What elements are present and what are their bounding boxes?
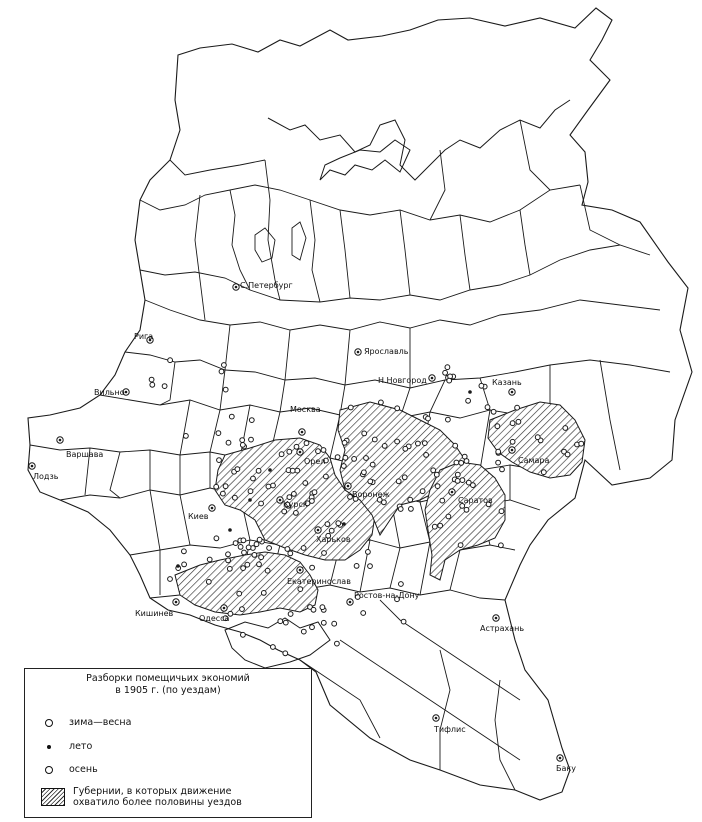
district-circle (479, 383, 484, 388)
district-circle (458, 543, 463, 548)
city-marker (221, 605, 227, 611)
district-circle (446, 514, 451, 519)
district-circle (249, 437, 254, 442)
district-circle (267, 546, 272, 551)
city-label: Варшава (66, 450, 104, 459)
district-circle (329, 528, 334, 533)
city-label: Одесса (199, 614, 230, 623)
district-circle (320, 605, 325, 610)
district-circle (207, 557, 212, 562)
legend-item-label: лето (69, 741, 93, 752)
district-circle (248, 489, 253, 494)
district-circle (510, 421, 515, 426)
district-circle (343, 455, 348, 460)
district-circle (398, 507, 403, 512)
district-circle (288, 612, 293, 617)
district-circle (241, 632, 246, 637)
district-circle (563, 426, 568, 431)
district-circle (416, 441, 421, 446)
district-circle (304, 441, 309, 446)
district-dot (176, 564, 180, 568)
district-circle (368, 479, 373, 484)
district-circle (362, 431, 367, 436)
district-circle (217, 458, 222, 463)
city-label: Кишинев (135, 609, 174, 618)
district-circle (257, 537, 262, 542)
district-circle (422, 441, 427, 446)
district-circle (443, 370, 448, 375)
city-label: Баку (556, 764, 576, 773)
district-circle (372, 437, 377, 442)
legend-hatch-label (73, 786, 242, 808)
city-marker (493, 615, 499, 621)
district-circle (287, 495, 292, 500)
city-label: Харьков (316, 535, 351, 544)
district-circle (438, 523, 443, 528)
legend-item-hatch (41, 786, 242, 808)
district-circle (332, 621, 337, 626)
district-dot (468, 390, 472, 394)
district-circle (440, 498, 445, 503)
district-circle (287, 449, 292, 454)
district-circle (226, 552, 231, 557)
open-circle-icon (41, 718, 61, 728)
hatched-provinces (175, 402, 585, 615)
district-circle (366, 550, 371, 555)
district-circle (242, 550, 247, 555)
city-label: С.Петербург (240, 281, 293, 290)
district-circle (311, 607, 316, 612)
district-circle (241, 538, 246, 543)
district-circle (434, 472, 439, 477)
district-circle (240, 607, 245, 612)
district-circle (310, 565, 315, 570)
district-circle (500, 467, 505, 472)
district-circle (259, 501, 264, 506)
district-circle (364, 456, 369, 461)
district-circle (426, 416, 431, 421)
district-circle (379, 400, 384, 405)
district-circle (271, 483, 276, 488)
legend-item-label: осень (69, 764, 98, 775)
lake-onega (292, 222, 306, 260)
district-circle (245, 562, 250, 567)
city-marker (299, 429, 305, 435)
district-circle (424, 453, 429, 458)
district-circle (447, 378, 452, 383)
district-circle (235, 467, 240, 472)
district-circle (453, 443, 458, 448)
district-circle (214, 484, 219, 489)
city-label: Саратов (458, 496, 493, 505)
district-circle (454, 460, 459, 465)
city-label: Н.Новгород (378, 376, 427, 385)
district-circle (348, 405, 353, 410)
district-circle (216, 431, 221, 436)
district-circle (464, 507, 469, 512)
lake-ladoga (255, 228, 275, 262)
district-circle (466, 398, 471, 403)
city-marker (429, 375, 435, 381)
district-circle (246, 545, 251, 550)
district-circle (496, 460, 501, 465)
city-label: Киев (188, 512, 209, 521)
city-marker (509, 447, 515, 453)
district-circle (206, 579, 211, 584)
district-circle (396, 479, 401, 484)
hatch-swatch-icon (41, 788, 65, 806)
district-circle (292, 492, 297, 497)
legend-title-line2: в 1905 г. (по уездам) (115, 685, 221, 696)
district-circle (301, 546, 306, 551)
district-circle (471, 483, 476, 488)
district-circle (322, 551, 327, 556)
city-label: Тифлис (434, 725, 466, 734)
city-marker (509, 389, 515, 395)
district-circle (254, 542, 259, 547)
legend-title (25, 673, 311, 697)
district-circle (491, 409, 496, 414)
north-coast (268, 100, 570, 180)
city-marker (449, 489, 455, 495)
district-circle (321, 620, 326, 625)
district-circle (445, 365, 450, 370)
legend-hatch-line1: Губернии, в которых движение (73, 786, 232, 797)
district-circle (256, 468, 261, 473)
district-circle (223, 484, 228, 489)
district-circle (233, 541, 238, 546)
district-circle (342, 440, 347, 445)
district-circle (316, 449, 321, 454)
district-circle (495, 424, 500, 429)
district-circle (341, 464, 346, 469)
city-label: Лодзь (33, 472, 59, 481)
city-label: Ярославль (364, 347, 409, 356)
district-circle (251, 476, 256, 481)
city-marker (173, 599, 179, 605)
district-circle (223, 387, 228, 392)
city-marker (345, 483, 351, 489)
district-circle (460, 478, 465, 483)
district-circle (310, 499, 315, 504)
district-circle (240, 438, 245, 443)
district-circle (184, 434, 189, 439)
city-marker (557, 755, 563, 761)
district-circle (227, 566, 232, 571)
district-circle (325, 522, 330, 527)
district-circle (535, 435, 540, 440)
district-circle (354, 564, 359, 569)
district-circle (399, 582, 404, 587)
district-circle (219, 369, 224, 374)
city-marker (315, 527, 321, 533)
district-circle (261, 591, 266, 596)
district-circle (499, 509, 504, 514)
district-circle (249, 418, 254, 423)
district-circle (303, 481, 308, 486)
district-circle (395, 439, 400, 444)
district-circle (335, 641, 340, 646)
district-circle (312, 490, 317, 495)
city-marker (355, 349, 361, 355)
district-circle (279, 452, 284, 457)
district-circle (516, 419, 521, 424)
district-circle (294, 444, 299, 449)
district-circle (150, 382, 155, 387)
district-circle (257, 562, 262, 567)
district-circle (409, 507, 414, 512)
legend-item-autumn (41, 764, 98, 775)
district-circle (237, 591, 242, 596)
district-circle (362, 470, 367, 475)
district-circle (271, 645, 276, 650)
legend-item-label: зима—весна (69, 717, 132, 728)
district-circle (395, 406, 400, 411)
white-sea (320, 140, 410, 180)
city-label: Ростов-на-Дону (354, 591, 420, 600)
legend-title-line1: Разборки помещичьих экономий (86, 673, 250, 684)
district-circle (565, 452, 570, 457)
district-circle (226, 558, 231, 563)
district-circle (459, 461, 464, 466)
district-circle (496, 449, 501, 454)
district-circle (295, 468, 300, 473)
legend-hatch-line2: охватило более половины уездов (73, 797, 242, 808)
district-circle (335, 455, 340, 460)
district-circle (222, 363, 227, 368)
district-dot (342, 522, 346, 526)
city-marker (297, 449, 303, 455)
district-circle (252, 553, 257, 558)
district-circle (168, 358, 173, 363)
legend-item-winter-spring (41, 717, 131, 728)
district-circle (403, 446, 408, 451)
district-circle (321, 448, 326, 453)
open-circle-icon (41, 765, 61, 775)
district-circle (278, 619, 283, 624)
district-dot (248, 498, 252, 502)
district-circle (149, 377, 154, 382)
district-circle (229, 414, 234, 419)
district-circle (361, 611, 366, 616)
district-circle (265, 568, 270, 573)
dot-icon (41, 742, 61, 752)
district-circle (290, 468, 295, 473)
district-circle (455, 472, 460, 477)
city-marker (347, 599, 353, 605)
district-circle (455, 479, 460, 484)
district-circle (233, 495, 238, 500)
district-circle (408, 497, 413, 502)
city-label: Курск (283, 500, 308, 509)
district-circle (162, 384, 167, 389)
district-circle (462, 454, 467, 459)
city-label: Астрахань (480, 624, 525, 633)
district-circle (485, 405, 490, 410)
district-circle (282, 509, 287, 514)
district-circle (541, 470, 546, 475)
city-label: Рига (134, 332, 154, 341)
district-circle (214, 536, 219, 541)
city-marker (233, 284, 239, 290)
district-circle (336, 521, 341, 526)
district-circle (168, 577, 173, 582)
district-circle (431, 468, 436, 473)
district-circle (301, 629, 306, 634)
district-circle (446, 417, 451, 422)
district-circle (499, 543, 504, 548)
city-marker (29, 463, 35, 469)
city-label: Москва (290, 405, 321, 414)
district-circle (352, 457, 357, 462)
district-circle (420, 489, 425, 494)
district-circle (435, 484, 440, 489)
district-circle (579, 441, 584, 446)
district-circle (259, 555, 264, 560)
city-label: Вильно (94, 388, 125, 397)
district-circle (221, 491, 226, 496)
district-circle (240, 443, 245, 448)
district-dot (228, 528, 232, 532)
city-marker (209, 505, 215, 511)
city-label: Воронеж (352, 490, 390, 499)
district-circle (515, 405, 520, 410)
city-label: Екатеринослав (287, 577, 351, 586)
district-circle (382, 444, 387, 449)
district-circle (432, 524, 437, 529)
district-circle (294, 511, 299, 516)
district-circle (288, 551, 293, 556)
district-circle (238, 545, 243, 550)
city-label: Орел (304, 457, 326, 466)
district-circle (283, 620, 288, 625)
district-circle (402, 475, 407, 480)
district-circle (510, 439, 515, 444)
city-marker (297, 567, 303, 573)
district-circle (182, 549, 187, 554)
city-label: Самара (518, 456, 550, 465)
legend-item-summer (41, 741, 92, 752)
district-circle (182, 562, 187, 567)
district-circle (298, 587, 303, 592)
district-circle (310, 625, 315, 630)
district-circle (266, 484, 271, 489)
district-circle (285, 547, 290, 552)
city-marker (57, 437, 63, 443)
district-dot (268, 468, 272, 472)
city-marker (433, 715, 439, 721)
district-circle (401, 619, 406, 624)
district-circle (368, 564, 373, 569)
district-circle (226, 440, 231, 445)
district-circle (241, 566, 246, 571)
city-label: Казань (492, 378, 522, 387)
district-circle (283, 651, 288, 656)
district-circle (324, 474, 329, 479)
legend (24, 668, 312, 818)
district-circle (370, 462, 375, 467)
